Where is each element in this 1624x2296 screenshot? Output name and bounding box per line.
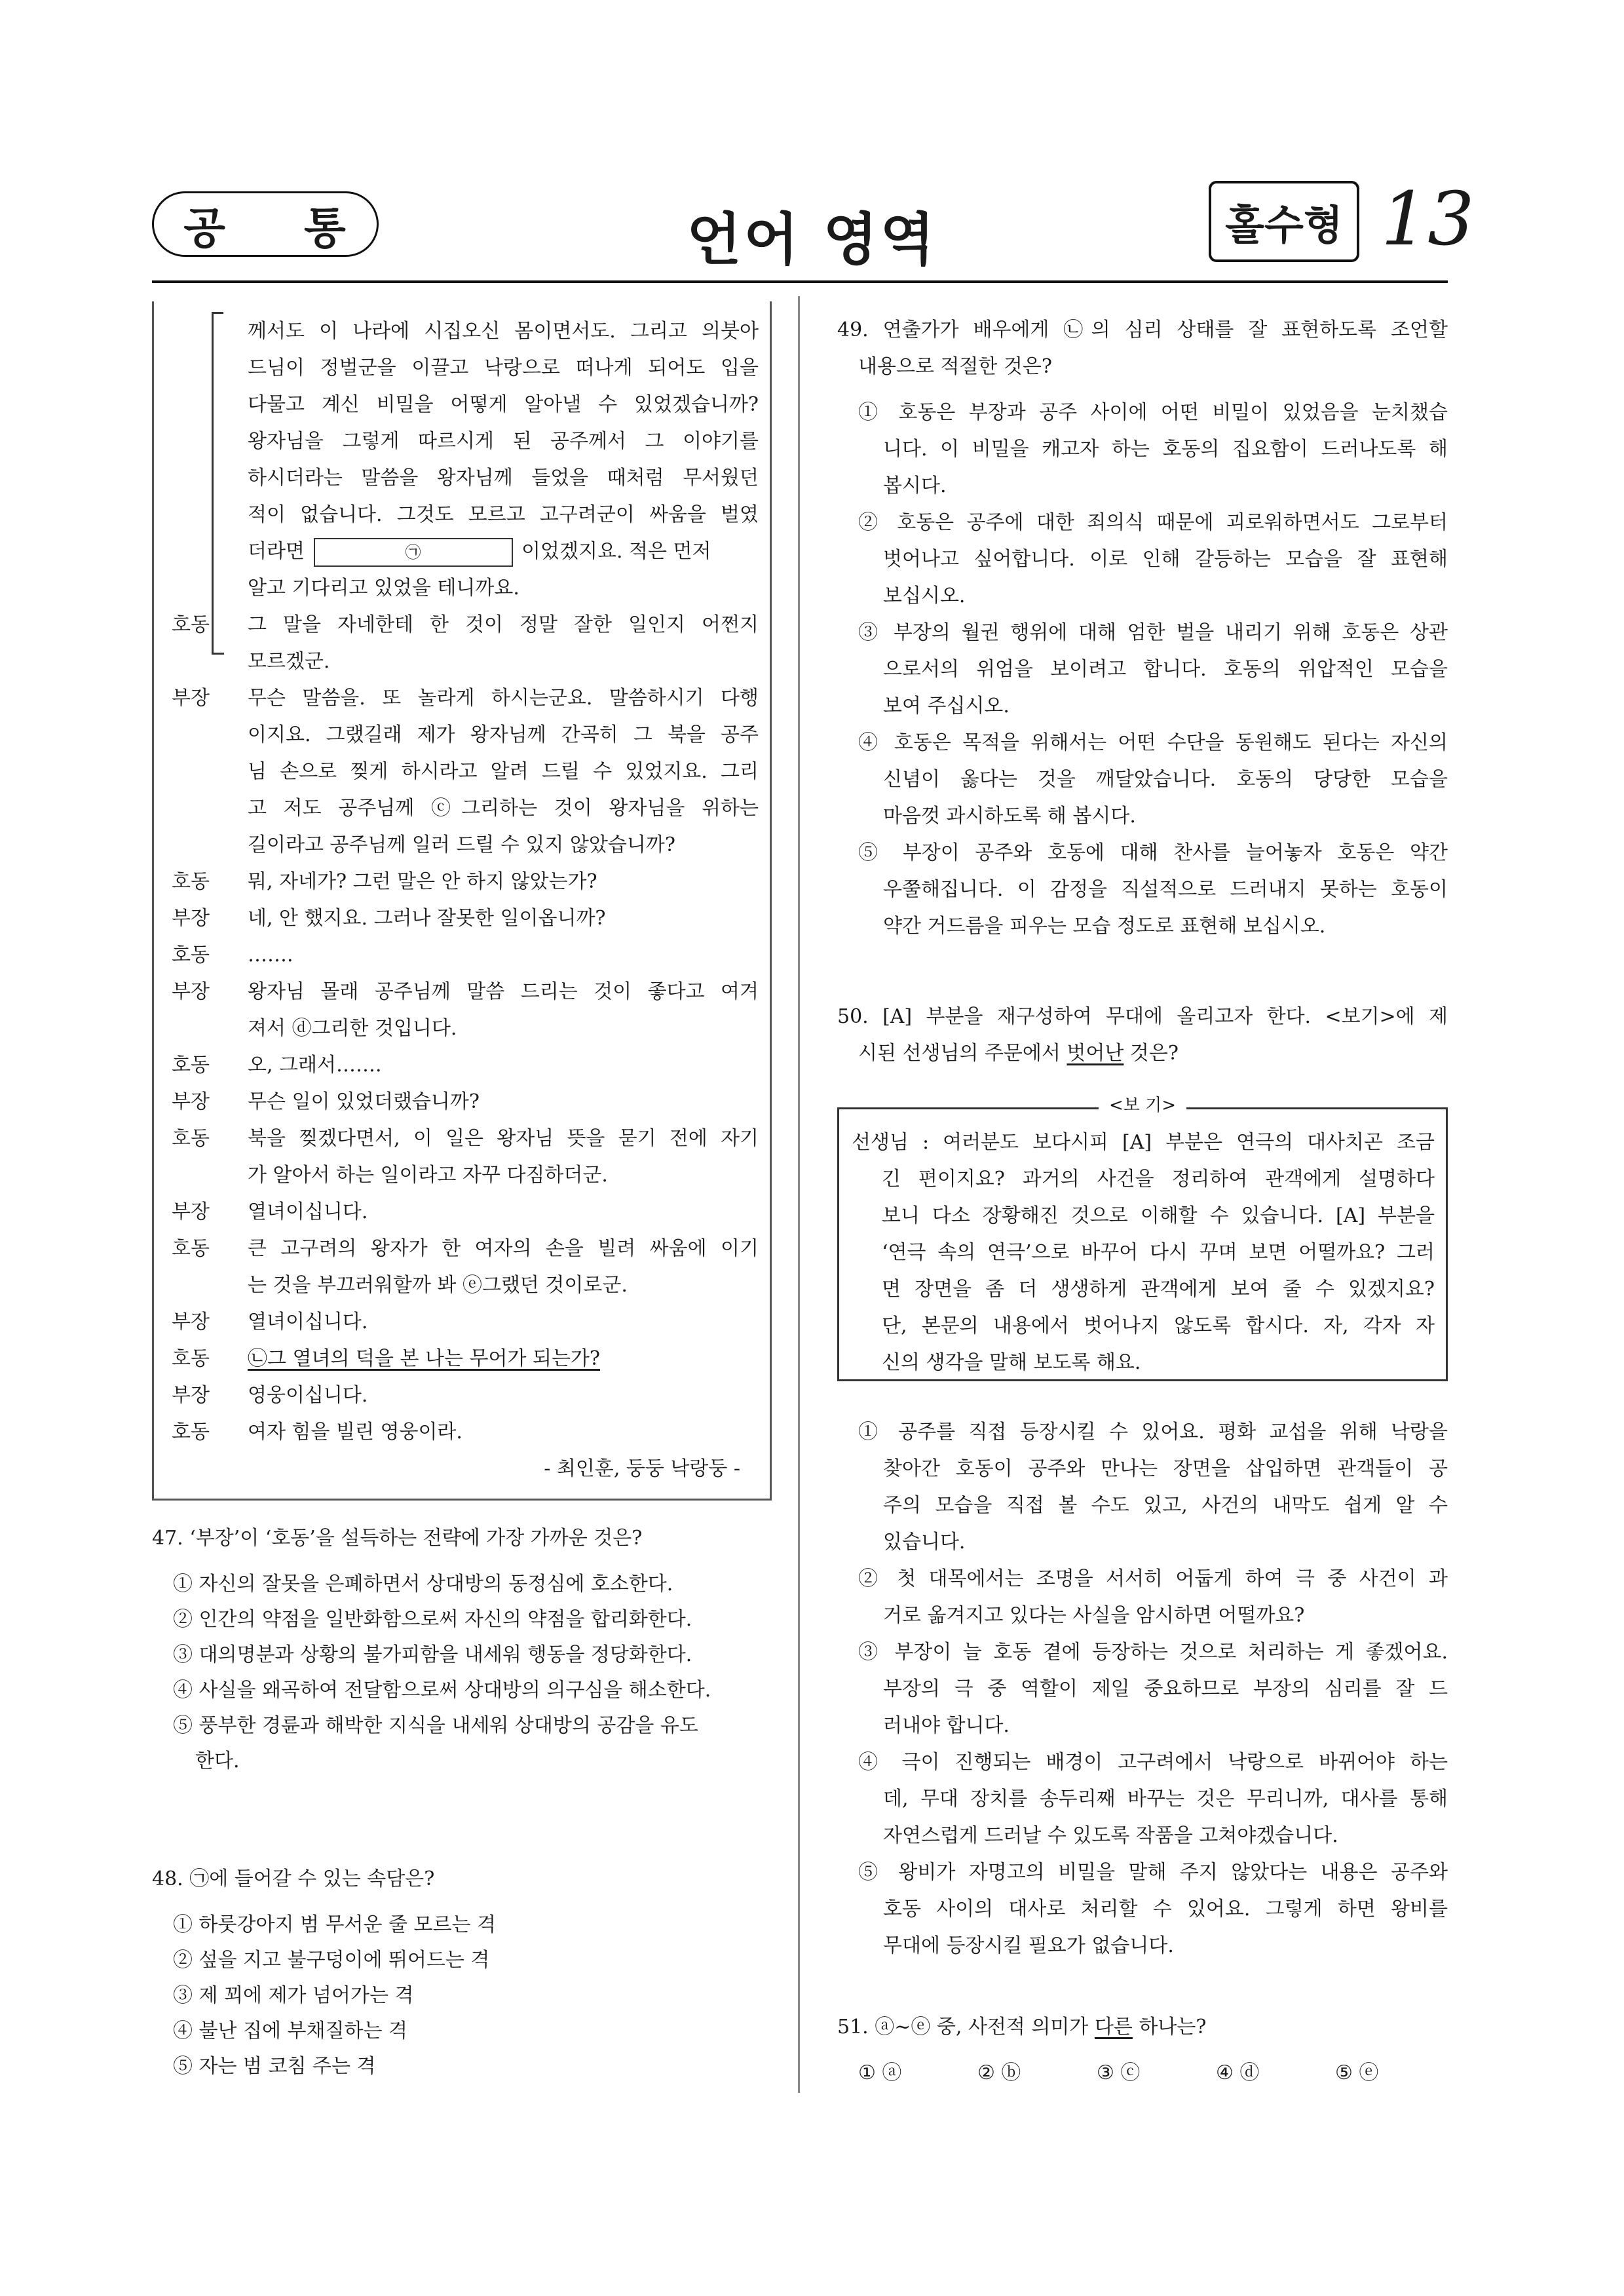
q49-option-5-cont: 약간 거드름을 피우는 모습 정도로 표현해 보십시오. [883, 915, 1326, 938]
q51-option-4[interactable]: ④ ⓓ [1216, 2061, 1260, 2084]
q47-option-4[interactable]: ④ 사실을 왜곡하여 전달함으로써 상대방의 의구심을 해소한다. [173, 1679, 711, 1702]
page-number: 13 [1381, 177, 1475, 262]
q50-option-3-cont: 러내야 합니다. [883, 1714, 1010, 1737]
q50-option-4[interactable]: ④ 극이 진행되는 배경이 고구려에서 낙랑으로 바뀌어야 하는 [858, 1751, 1448, 1774]
q51-stem-pre: 51. ⓐ~ⓔ 중, 사전적 의미가 [837, 2016, 1095, 2038]
q47-option-5-cont: 한다. [195, 1750, 240, 1772]
q51-option-5[interactable]: ⑤ ⓔ [1335, 2061, 1379, 2084]
q51-option-2[interactable]: ② ⓑ [977, 2061, 1021, 2084]
question-49-stem-cont: 내용으로 적절한 것은? [858, 355, 1052, 378]
q49-option-2-cont: 보십시오. [883, 584, 966, 607]
question-47-stem: 47. ‘부장’이 ‘호동’을 설득하는 전략에 가장 가까운 것은? [152, 1527, 643, 1550]
dialogue-line-underlined: ㉡그 열녀의 덕을 본 나는 무어가 되는가? [248, 1347, 601, 1370]
dialogue-line: 북을 찢겠다면서, 이 일은 왕자님 뜻을 묻기 전에 자기 [248, 1127, 759, 1150]
dialogue-line: 가 알아서 하는 일이라고 자꾸 다짐하더군. [248, 1164, 608, 1187]
q50-option-1-cont: 있습니다. [883, 1531, 966, 1554]
q51-stem-post: 하나는? [1132, 2016, 1207, 2038]
column-divider [798, 296, 800, 2093]
q47-option-2[interactable]: ② 인간의 약점을 일반화함으로써 자신의 약점을 합리화한다. [173, 1608, 692, 1631]
q50-option-2[interactable]: ② 첫 대목에서는 조명을 서서히 어둡게 하여 극 중 사건이 과 [858, 1567, 1448, 1590]
question-50-stem: 50. [A] 부분을 재구성하여 무대에 올리고자 한다. <보기>에 제 [837, 1005, 1448, 1028]
passage-line: 왕자님을 그렇게 따르시게 된 공주께서 그 이야기를 [248, 430, 759, 453]
bogi-line: 보니 다소 장황해진 것으로 이해할 수 있습니다. [A] 부분을 [882, 1204, 1435, 1227]
q49-option-4-cont: 신념이 옳다는 것을 깨달았습니다. 호동의 당당한 모습을 [883, 768, 1448, 791]
bogi-label: <보 기> [837, 1092, 1448, 1116]
subject-right: 통 [304, 202, 347, 254]
dialogue-line: 오, 그래서……. [248, 1054, 382, 1077]
speaker: 부장 [172, 980, 210, 1003]
dialogue-line: 큰 고구려의 왕자가 한 여자의 손을 빌려 싸움에 이기 [248, 1237, 759, 1260]
q49-option-4[interactable]: ④ 호동은 목적을 위해서는 어떤 수단을 동원해도 된다는 자신의 [858, 731, 1448, 754]
header-divider [152, 280, 1448, 283]
subject-left: 공 [183, 202, 227, 254]
dialogue-line: 무슨 일이 있었더랬습니까? [248, 1090, 480, 1113]
passage-a-bracket-top [212, 312, 223, 314]
q49-option-3[interactable]: ③ 부장의 월권 행위에 대해 엄한 벌을 내리기 위해 호동은 상관 [858, 621, 1448, 644]
q50-option-3-cont: 부장의 극 중 역할이 제일 중요하므로 부장의 심리를 잘 드 [883, 1677, 1448, 1700]
speaker: 호동 [172, 613, 210, 636]
dialogue-line: 고 저도 공주님께 ⓒ그리하는 것이 왕자님을 위하는 [248, 797, 759, 820]
passage-a-bracket [212, 312, 224, 655]
q51-option-1[interactable]: ① ⓐ [858, 2061, 902, 2084]
bogi-line: 단, 본문의 내용에서 벗어나지 않도록 합시다. 자, 각자 자 [882, 1314, 1435, 1337]
speaker: 부장 [172, 907, 210, 930]
blank-line-after: 이었겠지요. 적은 먼저 [521, 540, 711, 563]
q47-option-5[interactable]: ⑤ 풍부한 경륜과 해박한 지식을 내세워 상대방의 공감을 유도 [173, 1714, 698, 1737]
q50-option-2-cont: 거로 옮겨지고 있다는 사실을 암시하면 어떨까요? [883, 1604, 1305, 1627]
q50-option-5-cont: 무대에 등장시킬 필요가 없습니다. [883, 1934, 1174, 1957]
answer-blank: ㉠ [314, 538, 513, 567]
q50-stem-pre: 시된 선생님의 주문에서 [858, 1042, 1067, 1065]
question-49-stem: 49. 연출가가 배우에게 ㉡의 심리 상태를 잘 표현하도록 조언할 [837, 318, 1448, 341]
bogi-line: 신의 생각을 말해 보도록 해요. [882, 1351, 1141, 1374]
blank-line-before: 더라면 [248, 540, 305, 563]
q49-option-3-cont: 으로서의 위엄을 보이려고 합니다. 호동의 위압적인 모습을 [883, 658, 1448, 681]
speaker: 부장 [172, 1384, 210, 1407]
speaker: 호동 [172, 1127, 210, 1150]
q50-stem-post: 것은? [1124, 1042, 1179, 1065]
q48-option-4[interactable]: ④ 불난 집에 부채질하는 격 [173, 2019, 407, 2042]
speaker: 부장 [172, 1311, 210, 1333]
q49-option-1[interactable]: ① 호동은 부장과 공주 사이에 어떤 비밀이 있었음을 눈치챘습 [858, 401, 1448, 424]
dialogue-line: 왕자님 몰래 공주님께 말씀 드리는 것이 좋다고 여겨 [248, 980, 759, 1003]
passage-line: 하시더라는 말씀을 왕자님께 들었을 때처럼 무서웠던 [248, 467, 759, 489]
bogi-line: 선생님 : 여러분도 보다시피 [A] 부분은 연극의 대사치곤 조금 [852, 1131, 1435, 1154]
dialogue-line: 길이라고 공주님께 일러 드릴 수 있지 않았습니까? [248, 833, 675, 856]
passage-line: 드님이 정벌군을 이끌고 낙랑으로 떠나게 되어도 입을 [248, 356, 759, 379]
q50-option-1[interactable]: ① 공주를 직접 등장시킬 수 있어요. 평화 교섭을 위해 낙랑을 [858, 1421, 1448, 1444]
speaker: 호동 [172, 944, 210, 966]
q49-option-4-cont: 마음껏 과시하도록 해 봅시다. [883, 805, 1136, 828]
q49-option-2[interactable]: ② 호동은 공주에 대한 죄의식 때문에 괴로워하면서도 그로부터 [858, 511, 1448, 534]
q50-option-4-cont: 데, 무대 장치를 송두리째 바꾸는 것은 무리니까, 대사를 통해 [883, 1788, 1448, 1810]
q47-option-1[interactable]: ① 자신의 잘못을 은폐하면서 상대방의 동정심에 호소한다. [173, 1573, 673, 1596]
passage-line: 알고 기다리고 있었을 테니까요. [248, 577, 519, 600]
dialogue-line: 모르겠군. [248, 650, 330, 673]
speaker: 부장 [172, 1090, 210, 1113]
passage-line: 적이 없습니다. 그것도 모르고 고구려군이 싸움을 벌였 [248, 503, 759, 526]
q51-stem-underlined: 다른 [1094, 2016, 1133, 2038]
speaker: 부장 [172, 1200, 210, 1223]
page-title: 언어 영역 [687, 207, 937, 273]
dialogue-line: 뭐, 자네가? 그런 말은 안 하지 않았는가? [248, 870, 597, 893]
q50-option-1-cont: 찾아간 호동이 공주와 만나는 장면을 삽입하면 관객들이 공 [883, 1457, 1448, 1480]
question-51-stem [837, 2010, 1206, 2039]
dialogue-line: 져서 ⓓ그리한 것입니다. [248, 1017, 457, 1040]
q49-option-3-cont: 보여 주십시오. [883, 695, 1010, 718]
question-50-stem-cont [858, 1037, 1179, 1065]
passage-blank-line [248, 533, 711, 570]
dialogue-line: ……. [248, 944, 293, 966]
q50-option-1-cont: 주의 모습을 직접 볼 수도 있고, 사건의 내막도 쉽게 알 수 [883, 1494, 1448, 1517]
q51-option-3[interactable]: ③ ⓒ [1097, 2061, 1141, 2084]
speaker: 호동 [172, 1421, 210, 1444]
form-type-badge: 홀수형 [1209, 181, 1359, 262]
q48-option-2[interactable]: ② 섶을 지고 불구덩이에 뛰어드는 격 [173, 1949, 490, 1972]
bogi-line: 긴 편이지요? 과거의 사건을 정리하여 관객에게 설명하다 [882, 1168, 1435, 1191]
bogi-line: 면 장면을 좀 더 생생하게 관객에게 보여 줄 수 있겠지요? [882, 1278, 1435, 1301]
q50-option-4-cont: 자연스럽게 드러날 수 있도록 작품을 고쳐야겠습니다. [883, 1824, 1338, 1847]
q50-option-5-cont: 호동 사이의 대사로 처리할 수 있어요. 그렇게 하면 왕비를 [883, 1898, 1448, 1921]
q48-option-3[interactable]: ③ 제 꾀에 제가 넘어가는 격 [173, 1984, 414, 2007]
passage-line: 다물고 계신 비밀을 어떻게 알아낼 수 있었겠습니까? [248, 393, 759, 416]
bogi-line: ‘연극 속의 연극’으로 바꾸어 다시 꾸며 보면 어떨까요? 그러 [882, 1241, 1435, 1264]
q50-stem-underlined: 벗어난 [1067, 1042, 1124, 1065]
dialogue-line: 님 손으로 찢게 하시라고 알려 드릴 수 있었지요. 그리 [248, 760, 759, 783]
dialogue-line: 이지요. 그랬길래 제가 왕자님께 간곡히 그 북을 공주 [248, 723, 759, 746]
dialogue-line: 영웅이십니다. [248, 1384, 368, 1407]
q47-option-3[interactable]: ③ 대의명분과 상황의 불가피함을 내세워 행동을 정당화한다. [173, 1643, 692, 1666]
dialogue-line: 그 말을 자네한테 한 것이 정말 잘한 일인지 어쩐지 [248, 613, 759, 636]
dialogue-line: 는 것을 부끄러워할까 봐 ⓔ그랬던 것이로군. [248, 1274, 628, 1297]
dialogue-line: 열녀이십니다. [248, 1311, 368, 1333]
q49-option-5-cont: 우쭐해집니다. 이 감정을 직설적으로 드러내지 못하는 호동이 [883, 878, 1448, 901]
dialogue-line: 여자 힘을 빌린 영웅이라. [248, 1421, 463, 1444]
speaker: 호동 [172, 1054, 210, 1077]
dialogue-line: 네, 안 했지요. 그러나 잘못한 일이옵니까? [248, 907, 606, 930]
speaker: 호동 [172, 870, 210, 893]
q48-option-5[interactable]: ⑤ 자는 범 코침 주는 격 [173, 2055, 376, 2078]
q50-option-5[interactable]: ⑤ 왕비가 자명고의 비밀을 말해 주지 않았다는 내용은 공주와 [858, 1861, 1448, 1884]
source-credit: - 최인훈, 둥둥 낙랑둥 - [544, 1457, 740, 1480]
q49-option-1-cont: 봅시다. [883, 474, 947, 497]
dialogue-line: 열녀이십니다. [248, 1200, 368, 1223]
q49-option-1-cont: 니다. 이 비밀을 캐고자 하는 호동의 집요함이 드러나도록 해 [883, 438, 1448, 461]
question-48-stem: 48. ㉠에 들어갈 수 있는 속담은? [152, 1867, 435, 1890]
dialogue-line: 무슨 말씀을. 또 놀라게 하시는군요. 말씀하시기 다행 [248, 687, 759, 710]
speaker: 부장 [172, 687, 210, 710]
passage-line: 께서도 이 나라에 시집오신 몸이면서도. 그리고 의붓아 [248, 320, 759, 343]
q50-option-3[interactable]: ③ 부장이 늘 호동 곁에 등장하는 것으로 처리하는 게 좋겠어요. [858, 1641, 1448, 1664]
q49-option-5[interactable]: ⑤ 부장이 공주와 호동에 대해 찬사를 늘어놓자 호동은 약간 [858, 841, 1448, 864]
q48-option-1[interactable]: ① 하룻강아지 범 무서운 줄 모르는 격 [173, 1913, 496, 1936]
speaker: 호동 [172, 1237, 210, 1260]
q49-option-2-cont: 벗어나고 싶어합니다. 이로 인해 갈등하는 모습을 잘 표현해 [883, 548, 1448, 571]
speaker: 호동 [172, 1347, 210, 1370]
